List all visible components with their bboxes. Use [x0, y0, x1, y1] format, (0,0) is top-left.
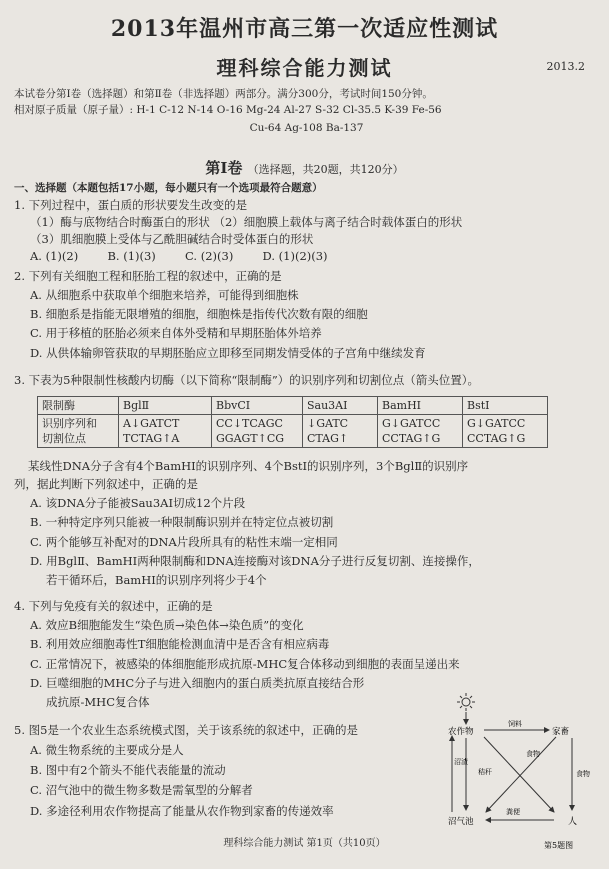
- part1-title: 第Ⅰ卷: [205, 159, 243, 177]
- q4-option-b: B. 利用效应细胞毒性T细胞能检测血清中是否含有相应病毒: [30, 637, 330, 651]
- q2-option-d: D. 从供体输卵管获取的早期胚胎应立即移至同期发情受体的子宫角中继续发育: [30, 346, 426, 360]
- table-cell: [303, 415, 378, 448]
- q3-option-d-line-2: 若干循环后，BamHⅠ的识别序列将少于4个: [46, 573, 267, 587]
- seq-top: ↓GATC: [307, 417, 349, 430]
- q5-option-d: D. 多途径利用农作物提高了能量从农作物到家畜的传递效率: [30, 804, 334, 818]
- node-crop: 农作物: [448, 727, 474, 737]
- q3-stem: 3. 下表为5种限制性核酸内切酶（以下简称“限制酶”）的识别序列和切割位点（箭头位置）。: [14, 373, 479, 387]
- node-biogas: 沼气池: [448, 817, 474, 827]
- intro-line-2: 相对原子质量（原子量）: H-1 C-12 N-14 O-16 Mg-24 Al-27 S-32 Cl-35.5 K-39 Fe-56: [14, 104, 442, 116]
- page-footer: 理科综合能力测试 第1页（共10页）: [223, 838, 386, 849]
- q1-statement-1: （1）酶与底物结合时酶蛋白的形状 （2）细胞膜上载体与离子结合时载体蛋白的形状: [30, 215, 463, 229]
- label-straw: 秸秆: [478, 768, 492, 776]
- part1-heading: [0, 157, 609, 178]
- table-header-cell: 限制酶: [38, 397, 119, 415]
- node-human: 人: [568, 817, 578, 827]
- intro-line-3: Cu-64 Ag-108 Ba-137: [249, 122, 364, 134]
- part1-note: （选择题，共20题，共120分）: [247, 163, 404, 176]
- q5-stem: 5. 图5是一个农业生态系统模式图，关于该系统的叙述中，正确的是: [14, 723, 358, 737]
- intro-line-1: 本试卷分第Ⅰ卷（选择题）和第Ⅱ卷（非选择题）两部分。满分300分，考试时间150分钟。: [14, 88, 433, 100]
- q4-option-a: A. 效应B细胞能发生“染色质→染色体→染色质”的变化: [30, 618, 304, 632]
- enzyme-table-header: [38, 397, 548, 415]
- enzyme-table-row: [38, 415, 548, 448]
- exam-title: 2013年温州市高三第一次适应性测试: [110, 16, 499, 42]
- table-cell: [378, 415, 463, 448]
- q3-option-b: B. 一种特定序列只能被一种限制酶识别并在特定位点被切割: [30, 515, 334, 529]
- q1-stem: 1. 下列过程中，蛋白质的形状要发生改变的是: [14, 198, 248, 212]
- table-header-cell: Sau3AⅠ: [303, 397, 378, 415]
- seq-bottom: GGAGT↑CG: [216, 432, 285, 445]
- seq-top: A↓GATCT: [123, 417, 180, 430]
- table-header-cell: BstⅠ: [463, 397, 548, 415]
- ecosystem-diagram: [444, 692, 594, 857]
- label-residue: 沼渣: [454, 758, 468, 766]
- exam-subtitle: 理科综合能力测试: [216, 56, 393, 80]
- q1-statement-2: （3）肌细胞膜上受体与乙酰胆碱结合时受体蛋白的形状: [30, 232, 314, 246]
- table-cell: [212, 415, 303, 448]
- seq-bottom: CCTAG↑G: [382, 432, 441, 445]
- label-food-cross: 食物: [526, 750, 540, 758]
- q2-option-a: A. 从细胞系中获取单个细胞来培养，可能得到细胞株: [30, 288, 299, 302]
- q1-options: A. (1)(2) B. (1)(3) C. (2)(3) D. (1)(2)(3): [30, 249, 328, 263]
- q5-option-c: C. 沼气池中的微生物多数是需氧型的分解者: [30, 783, 253, 797]
- q3-option-d-line-1: D. 用BglⅡ、BamHⅠ两种限制酶和DNA连接酶对该DNA分子进行反复切割、连接操作，: [30, 554, 480, 568]
- table-cell: [463, 415, 548, 448]
- q2-option-c: C. 用于移植的胚胎必须来自体外受精和早期胚胎体外培养: [30, 326, 322, 340]
- seq-bottom: TCTAG↑A: [123, 432, 180, 445]
- q3-option-c: C. 两个能够互补配对的DNA片段所具有的粘性末端一定相同: [30, 535, 338, 549]
- seq-bottom: CTAG↑: [307, 432, 349, 445]
- label-feed: 饲料: [508, 720, 522, 728]
- table-header-cell: BamHⅠ: [378, 397, 463, 415]
- exam-date: 2013.2: [546, 60, 585, 73]
- table-cell: [119, 415, 212, 448]
- q2-stem: 2. 下列有关细胞工程和胚胎工程的叙述中，正确的是: [14, 269, 282, 283]
- figure-caption: 第5题图: [544, 841, 574, 850]
- row-label-line-1: 识别序列和: [42, 417, 97, 430]
- q4-stem: 4. 下列与免疫有关的叙述中，正确的是: [14, 599, 213, 613]
- label-manure: 粪便: [506, 808, 520, 816]
- q3-paragraph-1: 某线性DNA分子含有4个BamHⅠ的识别序列、4个BstⅠ的识别序列，3个BglⅡ的识别序: [28, 459, 469, 473]
- table-header-cell: BglⅡ: [119, 397, 212, 415]
- sun-icon: [457, 693, 475, 711]
- seq-top: G↓GATCC: [382, 417, 441, 430]
- enzyme-table: [37, 396, 548, 448]
- label-food-right: 食物: [576, 770, 590, 778]
- q5-option-a: A. 微生物系统的主要成分是人: [30, 743, 184, 757]
- section1-heading: 一、选择题（本题包括17小题，每小题只有一个选项最符合题意）: [14, 182, 323, 194]
- q2-option-b: B. 细胞系是指能无限增殖的细胞，细胞株是指传代次数有限的细胞: [30, 307, 368, 321]
- row-label-line-2: 切割位点: [42, 432, 86, 445]
- q4-option-d-line-2: 成抗原-MHC复合体: [46, 695, 150, 709]
- seq-top: G↓GATCC: [467, 417, 526, 430]
- node-livestock: 家畜: [552, 727, 570, 737]
- q3-option-a: A. 该DNA分子能被Sau3AⅠ切成12个片段: [30, 496, 246, 510]
- seq-bottom: CCTAG↑G: [467, 432, 526, 445]
- table-row-label: [38, 415, 119, 448]
- q4-option-d-line-1: D. 巨噬细胞的MHC分子与进入细胞内的蛋白质类抗原直接结合形: [30, 676, 365, 690]
- q3-paragraph-2: 列，据此判断下列叙述中，正确的是: [14, 477, 198, 491]
- table-header-cell: BbvCⅠ: [212, 397, 303, 415]
- q5-option-b: B. 图中有2个箭头不能代表能量的流动: [30, 763, 226, 777]
- seq-top: CC↓TCAGC: [216, 417, 283, 430]
- q4-option-c: C. 正常情况下，被感染的体细胞能形成抗原-MHC复合体移动到细胞的表面呈递出来: [30, 657, 460, 671]
